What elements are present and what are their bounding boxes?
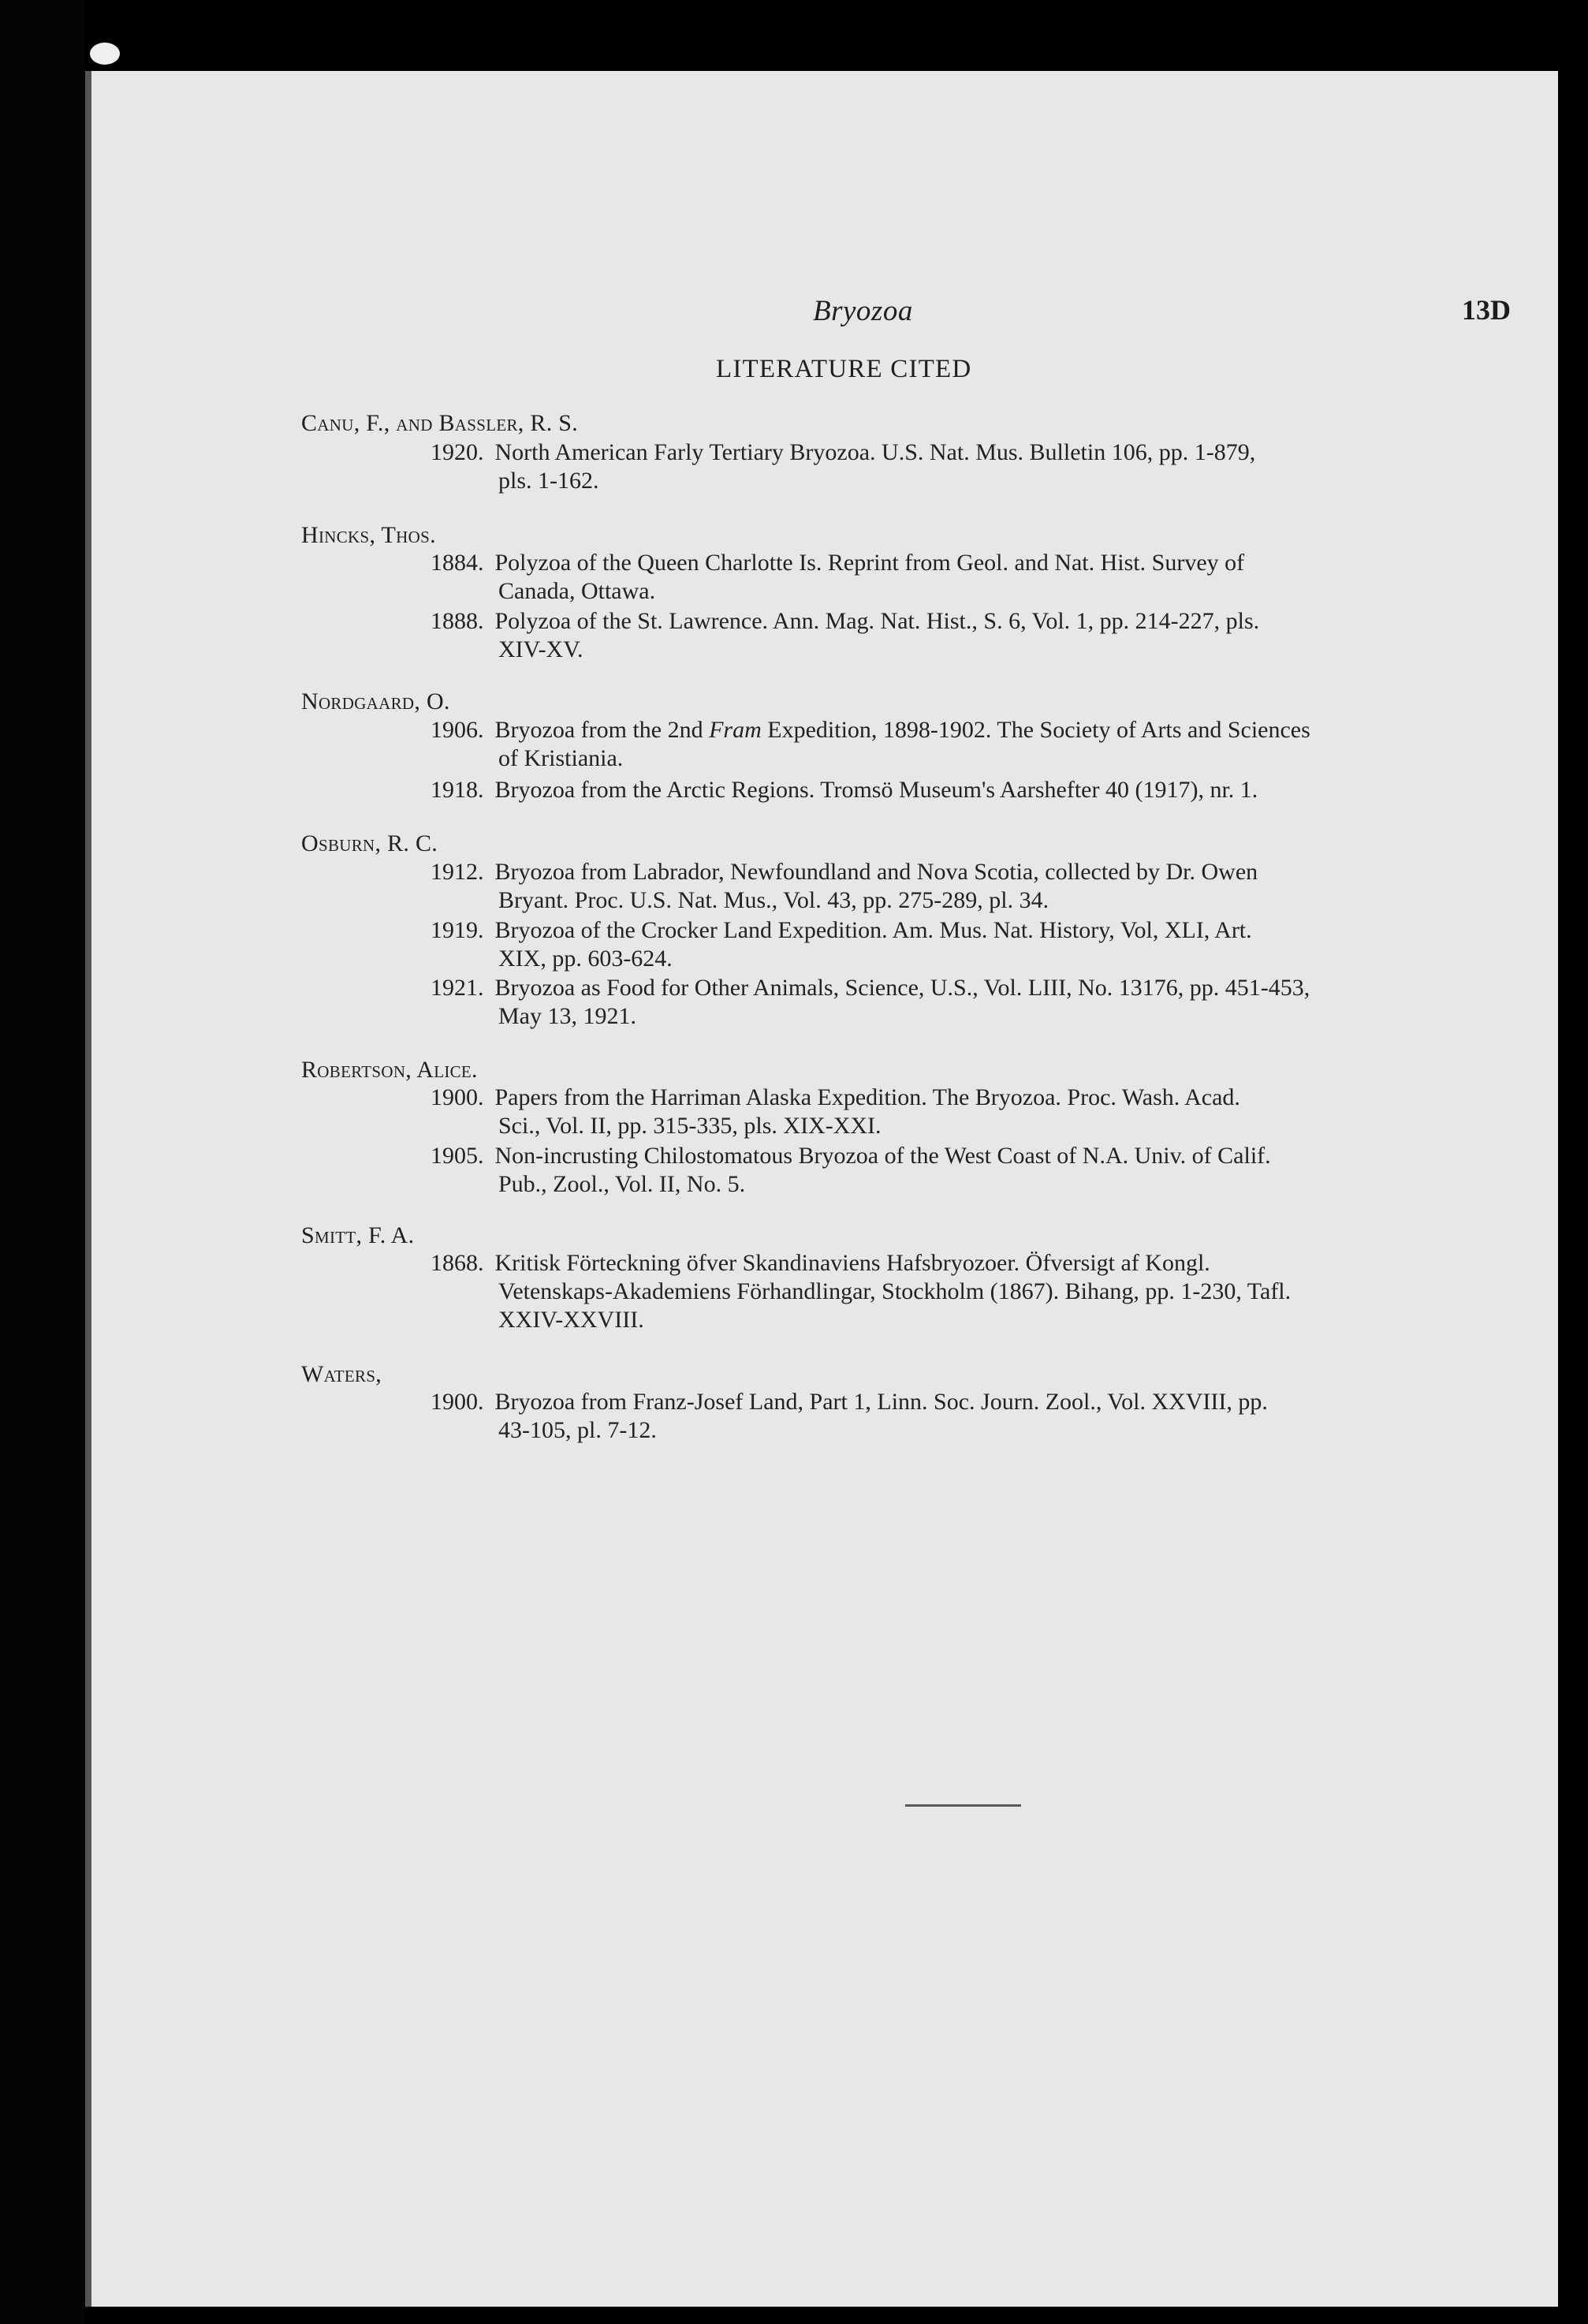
reference-text: Expedition, 1898-1902. The Society of Arts and Sciences [767,717,1310,743]
reference-text: Bryozoa from the 2nd [494,717,703,743]
author-nordgaard: Nordgaard, O. [301,688,450,714]
reference-entry [431,974,1526,1031]
reference-continuation: XIX, pp. 603-624. [498,946,673,972]
running-head-title: Bryozoa [813,295,913,327]
left-scan-margin [0,0,85,2324]
reference-entry [431,916,1526,973]
reference-text: North American Farly Tertiary Bryozoa. U.S. Nat. Mus. Bulletin 106, pp. 1-879, [494,439,1256,465]
reference-text: Polyzoa of the St. Lawrence. Ann. Mag. Nat. Hist., S. 6, Vol. 1, pp. 214-227, pls. [494,608,1260,634]
reference-text: Bryozoa from Franz-Josef Land, Part 1, Linn. Soc. Journ. Zool., Vol. XXVIII, pp. [494,1389,1268,1415]
reference-entry [431,776,1526,804]
end-rule [905,1804,1021,1807]
document-page [85,71,1558,2307]
author-waters: Waters, [301,1361,382,1387]
reference-continuation: Pub., Zool., Vol. II, No. 5. [498,1171,746,1197]
reference-year: 1912. [431,859,484,885]
reference-entry [431,1084,1526,1140]
reference-entry [431,549,1526,606]
reference-continuation: XXIV-XXVIII. [498,1307,644,1333]
reference-entry [431,1388,1526,1445]
reference-entry [431,607,1526,664]
author-osburn: Osburn, R. C. [301,830,438,856]
reference-text: Bryozoa from Labrador, Newfoundland and Nova Scotia, collected by Dr. Owen [494,859,1258,885]
reference-text: Kritisk Förteckning öfver Skandinaviens Hafsbryozoer. Öfversigt af Kongl. [494,1250,1210,1276]
reference-year: 1905. [431,1143,484,1169]
reference-continuation: Vetenskaps-Akademiens Förhandlingar, Stockholm (1867). Bihang, pp. 1-230, Tafl. [498,1278,1292,1304]
author-robertson: Robertson, Alice. [301,1057,478,1083]
reference-year: 1919. [431,917,484,943]
reference-entry [431,1142,1526,1199]
reference-continuation: Canada, Ottawa. [498,578,656,604]
reference-text: Bryozoa of the Crocker Land Expedition. Am. Mus. Nat. History, Vol, XLI, Art. [494,917,1252,943]
reference-entry [431,438,1526,495]
reference-text: Bryozoa from the Arctic Regions. Tromsö Museum's Aarshefter 40 (1917), nr. 1. [494,777,1258,803]
reference-year: 1868. [431,1250,484,1276]
reference-year: 1918. [431,777,484,803]
section-heading: LITERATURE CITED [716,355,972,383]
reference-year: 1888. [431,608,484,634]
reference-entry [431,858,1526,915]
page-number: 13D [1462,294,1511,326]
reference-continuation: XIV-XV. [498,636,583,662]
reference-year: 1900. [431,1084,484,1110]
scan-spot [90,43,120,65]
reference-year: 1920. [431,439,484,465]
reference-year: 1900. [431,1389,484,1415]
reference-year: 1906. [431,717,484,743]
reference-text: Bryozoa as Food for Other Animals, Science, U.S., Vol. LIII, No. 13176, pp. 451-453, [494,975,1310,1001]
reference-continuation: May 13, 1921. [498,1003,636,1029]
reference-text: Non-incrusting Chilostomatous Bryozoa of the West Coast of N.A. Univ. of Calif. [494,1143,1271,1169]
reference-continuation: pls. 1-162. [498,468,599,494]
reference-entry [431,1249,1526,1334]
author-hincks: Hincks, Thos. [301,522,436,548]
reference-year: 1884. [431,550,484,576]
reference-year: 1921. [431,975,484,1001]
reference-continuation: Bryant. Proc. U.S. Nat. Mus., Vol. 43, pp. 275-289, pl. 34. [498,887,1049,913]
reference-text: Papers from the Harriman Alaska Expedition. The Bryozoa. Proc. Wash. Acad. [494,1084,1240,1110]
author-smitt: Smitt, F. A. [301,1222,415,1248]
reference-continuation: Sci., Vol. II, pp. 315-335, pls. XIX-XXI. [498,1113,882,1139]
reference-continuation: 43-105, pl. 7-12. [498,1417,657,1443]
ship-name: Fram [709,717,762,743]
reference-text: Polyzoa of the Queen Charlotte Is. Reprint from Geol. and Nat. Hist. Survey of [494,550,1245,576]
author-canu: Canu, F., and Bassler, R. S. [301,410,579,436]
reference-entry [431,716,1526,773]
reference-continuation: of Kristiania. [498,745,624,771]
